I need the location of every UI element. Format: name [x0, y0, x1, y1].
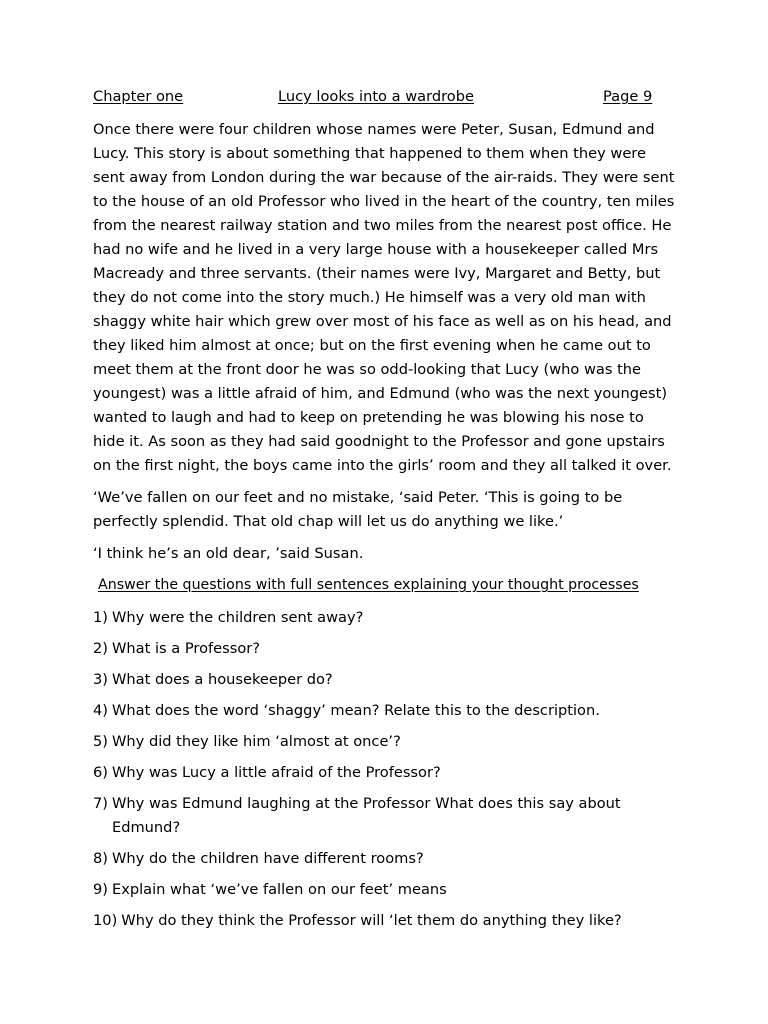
question-text: Why were the children sent away?: [111, 609, 364, 626]
question-text: Why was Lucy a little afraid of the Professor?: [111, 764, 441, 781]
question-text: What is a Professor?: [111, 640, 260, 657]
question-text: Why do they think the Professor will ‘let them do anything they like?: [121, 912, 622, 929]
question-number: 4): [93, 702, 108, 719]
question-list: [93, 606, 677, 933]
question-number: 8): [93, 850, 108, 867]
story-paragraph: ‘We’ve fallen on our feet and no mistake, ‘said Peter. ‘This is going to be perfectly splendid. That old chap will let us do anything we like.’: [93, 489, 623, 530]
question-number: 2): [93, 640, 108, 657]
question-number: 7): [93, 795, 108, 812]
question-text: Why do the children have different rooms?: [111, 850, 424, 867]
question-item: [93, 847, 677, 871]
question-item: [93, 637, 677, 661]
question-item: [93, 761, 677, 785]
question-text: What does a housekeeper do?: [111, 671, 333, 688]
question-number: 9): [93, 881, 108, 898]
instructions-heading: Answer the questions with full sentences explaining your thought processes: [98, 577, 639, 593]
question-number: 10): [93, 912, 118, 929]
question-number: 6): [93, 764, 108, 781]
question-item: [93, 878, 677, 902]
question-text: Explain what ‘we’ve fallen on our feet’ means: [111, 881, 447, 898]
question-item: [93, 699, 677, 723]
story-paragraph: Once there were four children whose names were Peter, Susan, Edmund and Lucy. This story is about something that happened to them when they were sent away from London during the war because of the air-raids. They were sent to the house of an old Professor who lived in the heart of the country, ten miles from the nearest railway station and two miles from the nearest post office. He had no wife and he lived in a very large house with a housekeeper called Mrs Macready and three servants. (their names were Ivy, Margaret and Betty, but they do not come into the story much.) He himself was a very old man with shaggy white hair which grew over most of his face as well as on his head, and they liked him almost at once; but on the first evening when he came out to meet them at the front door he was so odd-looking that Lucy (who was the youngest) was a little afraid of him, and Edmund (who was the next youngest) wanted to laugh and had to keep on pretending he was blowing his nose to hide it. As soon as they had said goodnight to the Professor and gone upstairs on the first night, the boys came into the girls’ room and they all talked it over.: [93, 121, 675, 474]
page-header: [93, 88, 677, 110]
question-number: 1): [93, 609, 108, 626]
question-item: [93, 668, 677, 692]
question-number: 3): [93, 671, 108, 688]
chapter-title: Lucy looks into a wardrobe: [278, 88, 474, 105]
story-text: [93, 118, 677, 566]
question-text: Why was Edmund laughing at the Professor What does this say about Edmund?: [111, 795, 621, 836]
story-paragraph: ‘I think he’s an old dear, ’said Susan.: [93, 545, 364, 562]
question-text: Why did they like him ‘almost at once’?: [111, 733, 401, 750]
question-item: [93, 792, 677, 840]
question-text: What does the word ‘shaggy’ mean? Relate this to the description.: [111, 702, 600, 719]
question-number: 5): [93, 733, 108, 750]
question-item: [93, 909, 677, 933]
question-item: [93, 606, 677, 630]
question-item: [93, 730, 677, 754]
page-number: Page 9: [603, 88, 653, 105]
document-page: [93, 88, 677, 940]
chapter-label: Chapter one: [93, 88, 184, 105]
